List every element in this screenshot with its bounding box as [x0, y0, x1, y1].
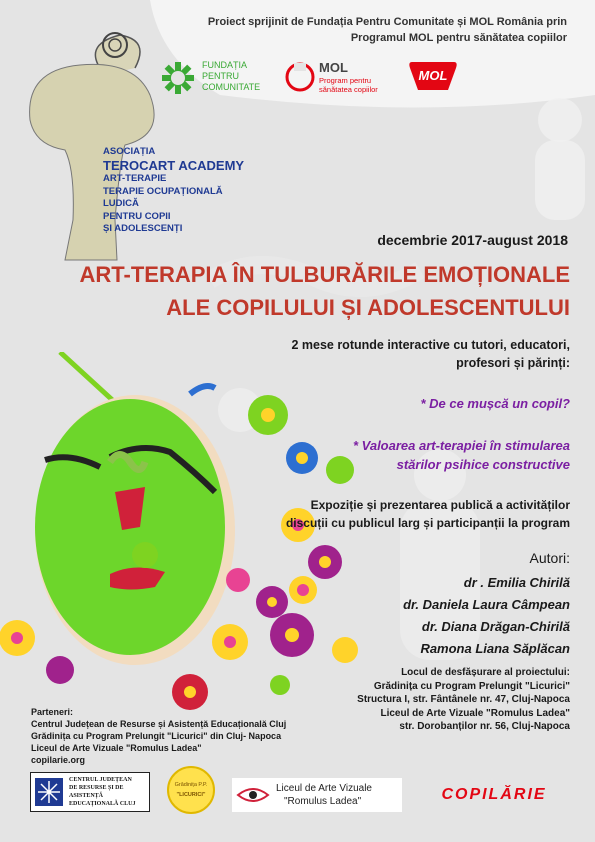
cjrae-line1: CENTRUL JUDEȚEAN: [69, 777, 132, 783]
cjrae-line2: DE RESURSE ȘI DE: [69, 785, 124, 791]
partner-4: copilarie.org: [31, 755, 86, 765]
mol-logo-text: MOL: [418, 68, 448, 83]
location-line3: Liceul de Arte Vizuale "Romulus Ladea": [380, 707, 570, 719]
partners-block: [31, 706, 331, 766]
project-line2: Programul MOL pentru sănătatea copiilor: [350, 32, 567, 44]
cjrae-logo: [30, 772, 150, 812]
flower-purple-2: [256, 586, 288, 618]
partners-label: Parteneri:: [31, 707, 74, 717]
licurici-line2: "LICURICI": [176, 792, 206, 798]
flower-red: [172, 674, 208, 710]
title-line1: ART-TERAPIA ÎN TULBURĂRILE EMOȚIONALE: [79, 262, 570, 287]
exhibition-line1: Expoziție și prezentarea publică a activităților: [310, 498, 570, 512]
mol-program-sub2: sănătatea copiilor: [319, 85, 378, 94]
flower-green-3: [132, 542, 158, 568]
association-line6: PENTRU COPII: [103, 210, 171, 222]
mol-logo: [408, 58, 458, 94]
mol-program-logo: [285, 58, 395, 98]
project-header: [175, 14, 567, 46]
association-line7: ȘI ADOLESCENȚI: [103, 223, 183, 235]
topic-2-line1: * Valoarea art-terapiei în stimularea: [352, 438, 570, 453]
fpc-text-2: PENTRU: [202, 71, 240, 81]
location-line1: Grădinița cu Program Prelungit "Licurici": [373, 680, 570, 692]
project-dates: decembrie 2017-august 2018: [377, 232, 568, 248]
flower-green-4: [270, 675, 290, 695]
intro-text: [240, 336, 570, 372]
partner-2: Grădinița cu Program Prelungit "Licurici" din Cluj- Napoca: [31, 731, 282, 741]
location-block: [300, 666, 570, 734]
page-title: [60, 258, 570, 324]
topic-1: * De ce mușcă un copil?: [420, 396, 570, 411]
association-line3: ART-TERAPIE: [103, 173, 167, 185]
bg-figure-head: [538, 98, 582, 142]
association-line4: TERAPIE OCUPAȚIONALĂ: [103, 185, 223, 197]
topic-2: [240, 436, 570, 474]
intro-line2: profesori și părinți:: [456, 356, 570, 370]
partner-1: Centrul Județean de Resurse și Asistență Educațională Cluj: [31, 719, 287, 729]
author-1: dr . Emilia Chirilă: [463, 575, 570, 590]
copilarie-logo: COPILĂRIE: [441, 786, 547, 803]
authors-list: [300, 572, 570, 660]
cjrae-line4: EDUCAȚIONALĂ CLUJ: [69, 801, 136, 807]
fpc-star-icon: [160, 60, 196, 96]
eye-icon: [236, 783, 270, 807]
flower-green-1: [248, 395, 288, 435]
flower-purple-4: [46, 656, 74, 684]
authors-label: Autori:: [529, 550, 570, 566]
smile-icon: [285, 62, 315, 92]
cjrae-emblem-icon: [34, 777, 64, 807]
author-2: dr. Daniela Laura Câmpean: [403, 597, 570, 612]
association-line5: LUDICĂ: [103, 198, 139, 210]
project-line1: Proiect sprijinit de Fundația Pentru Comunitate și MOL România prin: [207, 16, 567, 28]
association-line1: ASOCIAȚIA: [103, 146, 156, 157]
author-4: Ramona Liana Săplăcan: [420, 641, 570, 656]
topic-2-line2: stărilor psihice constructive: [396, 457, 570, 472]
association-block: [103, 146, 244, 235]
fpc-text-1: FUNDAȚIA: [202, 60, 247, 70]
flower-yellow-3: [212, 624, 248, 660]
licurici-line1: Grădinița P.P.: [174, 782, 208, 788]
fpc-logo: [160, 58, 275, 98]
exhibition-text: [240, 496, 570, 532]
cjrae-line3: ASISTENȚĂ: [69, 793, 104, 799]
author-3: dr. Diana Drăgan-Chirilă: [421, 619, 570, 634]
liceu-line1: Liceul de Arte Vizuale: [276, 783, 372, 794]
licurici-logo: [167, 766, 215, 814]
intro-line1: 2 mese rotunde interactive cu tutori, educatori,: [291, 338, 570, 352]
liceu-line2: "Romulus Ladea": [284, 796, 362, 807]
association-name: TEROCART ACADEMY: [103, 158, 245, 174]
location-line2: Structura I, str. Fântânele nr. 47, Cluj-Napoca: [357, 694, 570, 705]
exhibition-line2: discuții cu publicul larg și participanții la program: [285, 516, 570, 530]
mol-program-sub1: Program pentru: [319, 76, 372, 85]
fpc-text-3: COMUNITATE: [202, 82, 261, 92]
flower-pink-1: [226, 568, 250, 592]
location-line4: str. Dorobanților nr. 56, Cluj-Napoca: [399, 721, 570, 732]
liceu-logo: [232, 778, 402, 812]
title-line2: ALE COPILULUI ȘI ADOLESCENTULUI: [166, 295, 570, 320]
flower-yellow-5: [0, 620, 35, 656]
mol-program-name: MOL: [319, 60, 348, 75]
bg-figure-body: [535, 140, 585, 220]
location-label: Locul de desfășurare al proiectului:: [401, 667, 570, 678]
partner-3: Liceul de Arte Vizuale "Romulus Ladea": [31, 743, 202, 753]
